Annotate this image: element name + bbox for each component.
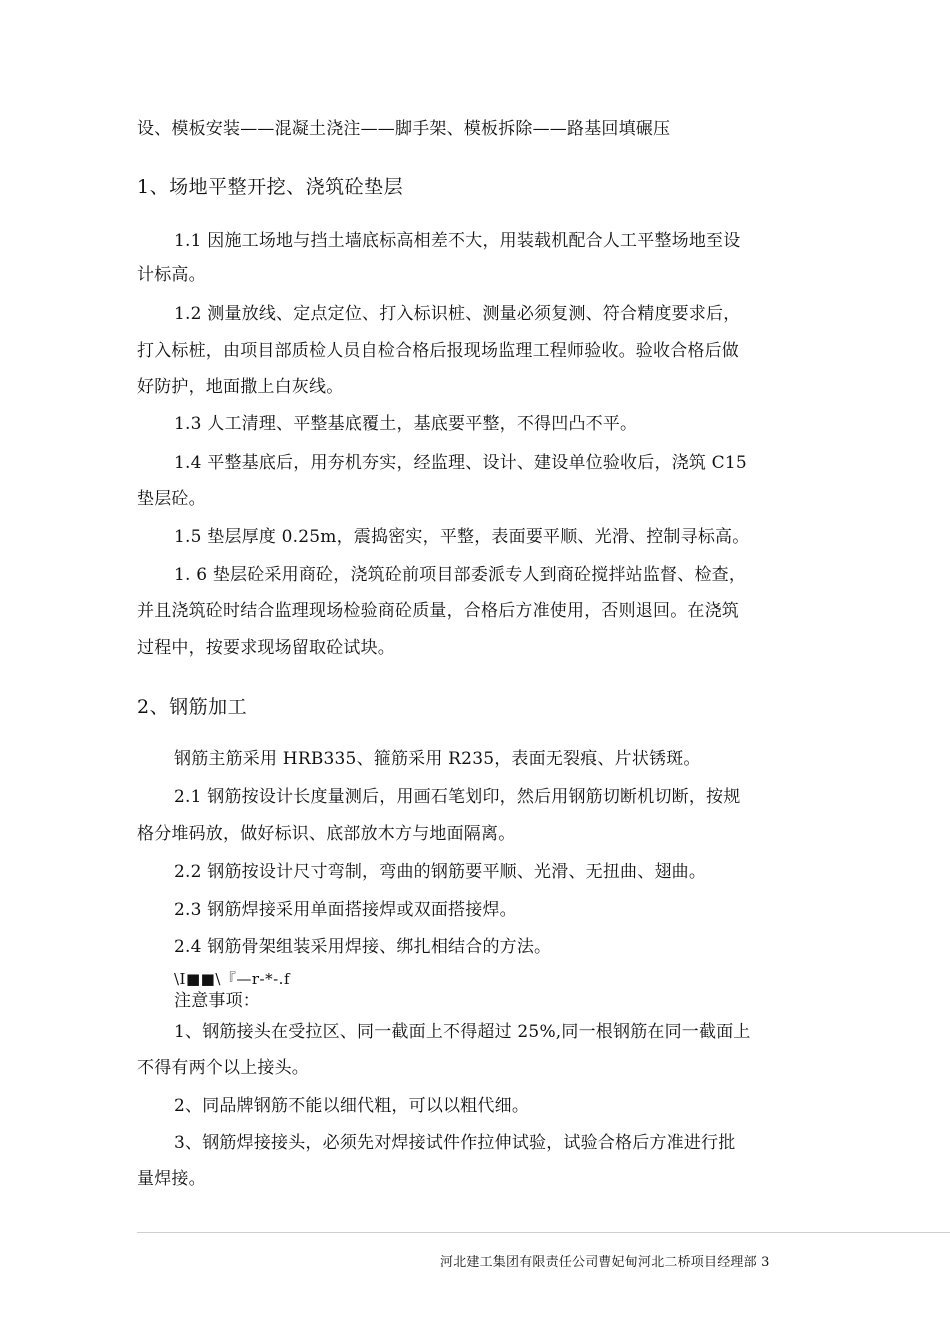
paragraph-1-2-line-2: 打入标桩，由项目部质检人员自检合格后报现场监理工程师验收。验收合格后做 [137, 341, 739, 361]
paragraph-2-3: 2.3 钢筋焊接采用单面搭接焊或双面搭接焊。 [174, 900, 517, 920]
section-1-heading: 1、场地平整开挖、浇筑砼垫层 [137, 176, 404, 198]
footer-divider [137, 1232, 950, 1233]
paragraph-2-4: 2.4 钢筋骨架组装采用焊接、绑扎相结合的方法。 [174, 937, 552, 957]
paragraph-2-1-line-1: 2.1 钢筋按设计长度量测后，用画石笔划印，然后用钢筋切断机切断，按规 [174, 787, 741, 807]
paragraph-1-4-line-1: 1.4 平整基底后，用夯机夯实，经监理、设计、建设单位验收后，浇筑 C15 [174, 453, 747, 473]
paragraph-1-5: 1.5 垫层厚度 0.25m，震捣密实，平整，表面要平顺、光滑、控制寻标高。 [174, 527, 750, 547]
page-footer: 河北建工集团有限责任公司曹妃甸河北二桥项目经理部 3 [440, 1255, 770, 1270]
paragraph-1-6-line-2: 并且浇筑砼时结合监理现场检验商砼质量，合格后方准使用，否则退回。在浇筑 [137, 601, 739, 621]
note-1-line-1: 1、钢筋接头在受拉区、同一截面上不得超过 25%,同一根钢筋在同一截面上 [174, 1022, 751, 1042]
notes-title: 注意事项： [174, 991, 260, 1011]
section-2-heading: 2、钢筋加工 [137, 696, 248, 718]
section-2-intro: 钢筋主筋采用 HRB335、箍筋采用 R235，表面无裂痕、片状锈斑。 [174, 749, 701, 769]
paragraph-1-6-line-1: 1. 6 垫层砼采用商砼，浇筑砼前项目部委派专人到商砼搅拌站监督、检查， [174, 565, 747, 585]
paragraph-1-1-line-2: 计标高。 [137, 265, 206, 285]
paragraph-1-1-line-1: 1.1 因施工场地与挡土墙底标高相差不大，用装载机配合人工平整场地至设 [174, 231, 741, 251]
note-3-line-2: 量焊接。 [137, 1169, 206, 1189]
garbled-text-line: \I■■\『—r-*-.f [174, 970, 291, 988]
note-3-line-1: 3、钢筋焊接接头，必须先对焊接试件作拉伸试验，试验合格后方准进行批 [174, 1133, 736, 1153]
note-2: 2、同品牌钢筋不能以细代粗，可以以粗代细。 [174, 1096, 530, 1116]
paragraph-1-3: 1.3 人工清理、平整基底覆土，基底要平整，不得凹凸不平。 [174, 414, 638, 434]
paragraph-1-4-line-2: 垫层砼。 [137, 489, 206, 509]
paragraph-1-2-line-1: 1.2 测量放线、定点定位、打入标识桩、测量必须复测、符合精度要求后， [174, 304, 741, 324]
paragraph-2-2: 2.2 钢筋按设计尺寸弯制，弯曲的钢筋要平顺、光滑、无扭曲、翅曲。 [174, 862, 707, 882]
intro-line: 设、模板安装——混凝土浇注——脚手架、模板拆除——路基回填碾压 [137, 119, 671, 139]
paragraph-1-2-line-3: 好防护，地面撒上白灰线。 [137, 377, 344, 397]
paragraph-1-6-line-3: 过程中，按要求现场留取砼试块。 [137, 638, 395, 658]
paragraph-2-1-line-2: 格分堆码放，做好标识、底部放木方与地面隔离。 [137, 824, 516, 844]
note-1-line-2: 不得有两个以上接头。 [137, 1058, 309, 1078]
